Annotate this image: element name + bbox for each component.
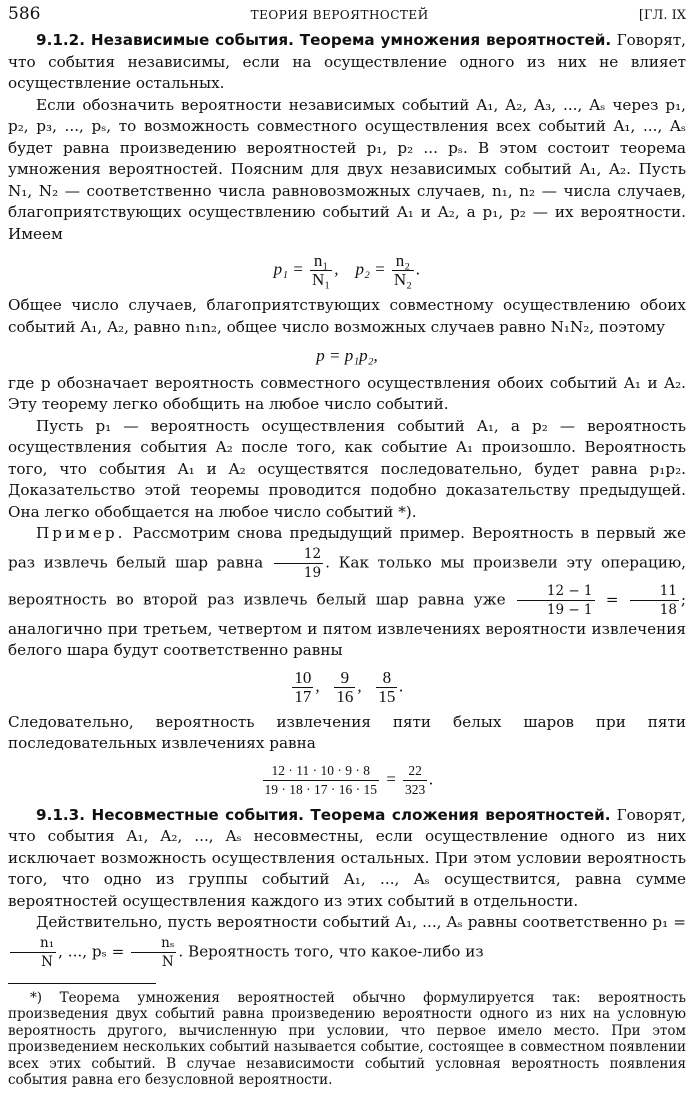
fraction-numerator: 11 [630, 582, 679, 601]
fraction-numerator: n₁ [10, 934, 56, 953]
fraction-numerator: 12 [274, 545, 323, 564]
punctuation: , [357, 675, 362, 695]
section-912-intro [8, 30, 686, 95]
fraction-numerator: 9 [334, 669, 355, 688]
section-912-example [8, 523, 686, 662]
formula-five-draws [8, 762, 686, 799]
fraction-denominator: N [41, 953, 53, 970]
section-913-p2-text-b: , ..., pₛ = [58, 942, 125, 960]
fraction-ns-N [131, 934, 176, 971]
formula-separator: , [334, 259, 339, 279]
fraction-denominator: 19 − 1 [546, 601, 593, 618]
fraction-numerator: nₛ [131, 934, 176, 953]
fraction-denominator: N [161, 953, 174, 970]
section-912-p1: Говорят, что события независимы, если на осуществление одного из них не влияет осуществление остальных. [8, 31, 687, 92]
footnote: *) Теорема умножения вероятностей обычно формулируется так: вероятность произведения двух событий равна произведению вероятности одного из них на условную вероятность другого, вычисленную при условии, что первое имело место. При этом произведением нескольких событий называется событие, состоящее в совместном появлении всех этих событий. В случае независимости событий условная вероятность появления события равна его безусловной вероятности. [8, 989, 686, 1088]
fraction-numerator: 12 − 1 [517, 582, 595, 601]
fraction-12m1-19m1 [517, 582, 595, 619]
formula-fractions [8, 669, 686, 706]
page-number: 586 [8, 4, 41, 24]
fraction-10-17 [292, 669, 313, 706]
section-913-p2 [8, 912, 686, 971]
section-913-intro [8, 805, 686, 913]
fraction-denominator: 15 [378, 686, 396, 706]
formula-p1-p2 [8, 252, 686, 289]
footnote-divider [8, 983, 156, 984]
fraction-n1-N1 [310, 252, 332, 289]
section-912-p7: Следовательно, вероятность извлечения пяти белых шаров при пяти последовательных извлечениях равна [8, 712, 686, 752]
section-913-p2-text-a: Действительно, пусть вероятности событий A₁, ..., Aₛ равны соответственно p₁ = [36, 913, 686, 931]
fraction-22-323 [403, 762, 427, 799]
formula-end: . [416, 259, 421, 279]
chapter-label: [ГЛ. IX [638, 8, 686, 23]
formula-end: . [429, 768, 434, 788]
example-text-a: Рассмотрим снова предыдущий пример. Вероятность в первый же раз извлечь белый шар равна [8, 524, 686, 571]
fraction-9-16 [334, 669, 355, 706]
fraction-denominator: 16 [336, 686, 354, 706]
example-text-c: ; аналогично при третьем, четвертом и пятом извлечениях вероятности извлечения белого шара будут соответственно равны [8, 590, 687, 659]
equals-sign: = [605, 590, 619, 608]
page-header [8, 4, 686, 30]
section-913-heading: 9.1.3. Несовместные события. Теорема сложения вероятностей. [36, 805, 611, 824]
page-body [8, 30, 686, 1089]
section-912-heading: 9.1.2. Независимые события. Теорема умножения вероятностей. [36, 31, 612, 49]
fraction-n1-N [10, 934, 56, 971]
formula-product: p = p₁p₂, [316, 346, 378, 365]
fraction-numerator: 12 · 11 · 10 · 9 · 8 [263, 762, 379, 781]
fraction-denominator: 18 [659, 601, 677, 618]
fraction-12-19 [274, 545, 323, 582]
fraction-denominator: 19 [303, 564, 322, 581]
section-912-p2: Если обозначить вероятности независимых событий A₁, A₂, A₃, ..., Aₛ через p₁, p₂, p₃, ..., pₛ, то возможность совместного осуществления всех событий A₁, ..., Aₛ будет равна произведению вероятностей p₁, p₂ ... pₛ. В этом состоит теорема умножения вероятностей. Поясним для двух независимых событий A₁, A₂. Пусть N₁, N₂ — соответственно числа равновозможных случаев, n₁, n₂ — числа случаев, благоприятствующих осуществлению событий A₁ и A₂, а p₁, p₂ — их вероятности. Имеем [8, 95, 686, 243]
section-912-p4: где p обозначает вероятность совместного осуществления обоих событий A₁ и A₂. Эту теорему легко обобщить на любое число событий. [8, 373, 686, 413]
fraction-denominator: 323 [404, 781, 426, 797]
section-913-p1: Говорят, что события A₁, A₂, ..., Aₛ несовместны, если осуществление одного из них исключает возможность осуществления остальных. При этом условии вероятность того, что одно из группы событий A₁, ..., Aₛ осуществится, равна сумме вероятностей осуществления каждого из этих событий в отдельности. [8, 805, 687, 910]
fraction-numerator: 8 [376, 669, 397, 688]
example-label: Пример. [36, 524, 126, 542]
formula-p1-lhs: p₁ = [273, 259, 304, 279]
section-912-p3: Общее число случаев, благоприятствующих совместному осуществлению обоих событий A₁, A₂, равно n₁n₂, общее число возможных случаев равно N₁N₂, поэтому [8, 296, 686, 336]
fraction-denominator: N₂ [393, 270, 413, 289]
punctuation: , [315, 675, 320, 695]
fraction-8-15 [376, 669, 397, 706]
section-912-p5: Пусть p₁ — вероятность осуществления событий A₁, а p₂ — вероятность осуществления события A₂ после того, как событие A₁ произошло. Вероятность того, что события A₁ и A₂ осуществятся последовательно, будет равна p₁p₂. Доказательство этой теоремы проводится подобно доказательству предыдущей. Она легко обобщается на любое число событий *). [8, 416, 686, 521]
fraction-numerator: 22 [403, 762, 427, 781]
fraction-11-18 [630, 582, 679, 619]
fraction-numerator: n₁ [310, 252, 332, 271]
example-text-b: . Как только мы произвели эту операцию, вероятность во второй раз извлечь белый шар равна уже [8, 553, 686, 608]
fraction-product [263, 762, 379, 799]
equals-sign: = [385, 768, 397, 788]
fraction-denominator: 19 · 18 · 17 · 16 · 15 [264, 781, 377, 797]
book-page [8, 4, 686, 1089]
running-title: ТЕОРИЯ ВЕРОЯТНОСТЕЙ [250, 8, 429, 22]
fraction-denominator: N₁ [312, 270, 331, 289]
fraction-denominator: 17 [294, 686, 312, 706]
formula-p2-lhs: p₂ = [355, 259, 386, 279]
fraction-numerator: 10 [294, 667, 312, 687]
fraction-numerator: n₂ [392, 252, 414, 271]
punctuation: . [399, 675, 404, 695]
fraction-n2-N2 [392, 252, 414, 289]
section-913-p2-text-c: . Вероятность того, что какое-либо из [178, 942, 484, 960]
